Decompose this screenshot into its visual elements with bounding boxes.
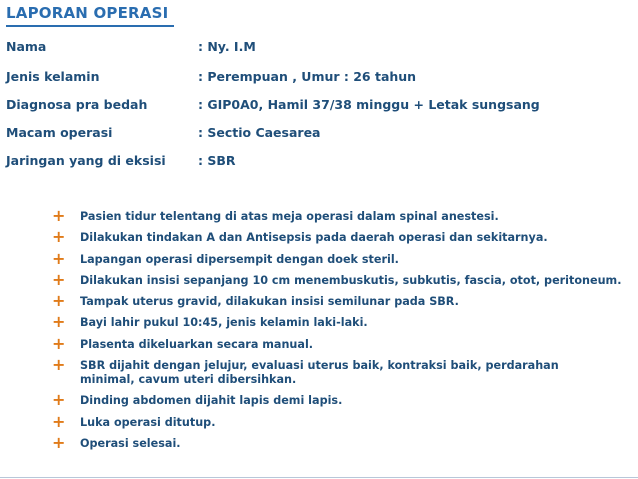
info-value: : Perempuan , Umur : 26 tahun [198, 69, 417, 84]
info-label: Nama [6, 39, 47, 54]
page-title: LAPORAN OPERASI [6, 4, 169, 22]
list-item [52, 333, 622, 353]
plus-icon: + [52, 411, 66, 431]
plus-icon: + [52, 390, 66, 410]
list-item [52, 411, 622, 431]
plus-icon: + [52, 227, 66, 247]
plus-icon: + [52, 291, 66, 311]
list-item [52, 432, 622, 452]
info-value: : SBR [198, 153, 236, 168]
info-row-jaringan [6, 153, 632, 173]
plus-icon: + [52, 355, 66, 375]
info-label: Jenis kelamin [6, 69, 100, 84]
list-item [52, 227, 622, 247]
step-text: SBR dijahit dengan jelujur, evaluasi uterus baik, kontraksi baik, perdarahan minimal, cavum uteri dibersihkan. [80, 359, 559, 387]
step-text: Pasien tidur telentang di atas meja operasi dalam spinal anestesi. [80, 210, 499, 223]
info-label: Macam operasi [6, 125, 113, 140]
procedure-steps-list [52, 206, 622, 458]
step-text: Dilakukan tindakan A dan Antisepsis pada daerah operasi dan sekitarnya. [80, 231, 548, 245]
info-row-jenis-kelamin [6, 69, 632, 89]
info-row-diagnosa [6, 97, 632, 117]
list-item [52, 390, 622, 410]
info-value: : Sectio Caesarea [198, 125, 321, 140]
step-text: Luka operasi ditutup. [80, 415, 216, 429]
plus-icon: + [52, 269, 66, 289]
info-label: Diagnosa pra bedah [6, 97, 148, 112]
info-value: : GIP0A0, Hamil 37/38 minggu + Letak sungsang [198, 97, 540, 112]
plus-icon: + [52, 333, 66, 353]
title-underline [6, 25, 174, 27]
step-text: Operasi selesai. [80, 436, 181, 450]
step-text: Lapangan operasi dipersempit dengan doek steril. [80, 252, 399, 266]
list-item [52, 248, 622, 268]
list-item [52, 206, 622, 225]
info-row-macam-operasi [6, 125, 632, 145]
list-item [52, 269, 622, 289]
info-label: Jaringan yang di eksisi [6, 153, 166, 168]
plus-icon: + [52, 248, 66, 268]
info-row-nama [6, 39, 632, 59]
step-text: Dilakukan insisi sepanjang 10 cm menembuskutis, subkutis, fascia, otot, peritoneum. [80, 273, 622, 287]
plus-icon: + [52, 432, 66, 452]
list-item [52, 355, 600, 387]
list-item [52, 291, 622, 311]
bottom-divider [0, 477, 638, 478]
step-text: Bayi lahir pukul 10:45, jenis kelamin laki-laki. [80, 316, 368, 330]
step-text: Plasenta dikeluarkan secara manual. [80, 337, 314, 351]
step-text: Dinding abdomen dijahit lapis demi lapis. [80, 394, 343, 408]
info-value: : Ny. I.M [198, 39, 256, 54]
list-item [52, 312, 622, 332]
step-text: Tampak uterus gravid, dilakukan insisi semilunar pada SBR. [80, 295, 459, 309]
plus-icon: + [52, 312, 66, 332]
plus-icon: + [52, 206, 66, 225]
